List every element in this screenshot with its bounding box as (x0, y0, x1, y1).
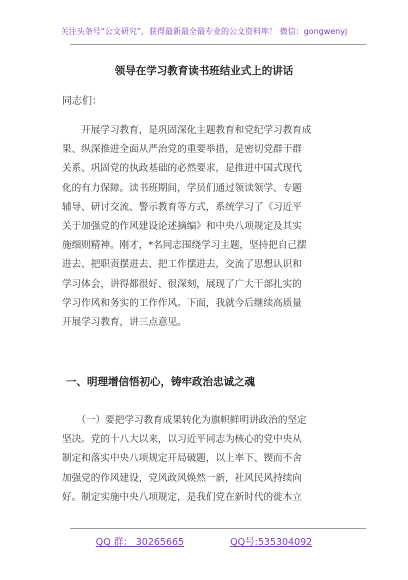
document-title: 领导在学习教育读书班结业式上的讲话 (114, 65, 294, 77)
paragraph-1 (62, 121, 350, 332)
qq-number-text: QQ号:535304092 (230, 537, 313, 548)
header-divider (70, 44, 366, 45)
paragraph-line: 进去、把职责摆进去、把工作摆进去，交流了思想认识和 (62, 259, 302, 271)
paragraph-line: 好。制定实施中央八项规定，是我们党在新时代的徙木立 (62, 491, 302, 503)
paragraph-line: 加强党的作风建设，党风政风焕然一新，社风民风持续向 (62, 472, 302, 484)
header-notice: 关注头条号“公文研究”，获得最新最全最专业的公文资料库！ 微信：gongwenyj (60, 27, 348, 36)
qq-group-text: QQ 群： 30265665 (95, 537, 185, 548)
footer-divider (70, 528, 366, 529)
paragraph-line: 学习作风和务实的工作作风。下面，我就今后继续高质量 (62, 297, 302, 309)
paragraph-line: 学习体会，讲得都很好、很深刻，展现了广大干部扎实的 (62, 278, 302, 290)
section-heading: 一、明理增信悟初心，铸牢政治忠诚之魂 (66, 376, 255, 388)
paragraph-line: 关系、巩固党的执政基础的必然要求，是推进中国式现代 (62, 163, 302, 175)
paragraph-line: 辅导、研讨交流、警示教育等方式，系统学习了《习近平 (62, 201, 302, 213)
paragraph-line: （一）要把学习教育成果转化为旗帜鲜明讲政治的坚定 (62, 415, 307, 426)
paragraph-line: 开展学习教育，是巩固深化主题教育和党纪学习教育成 (62, 125, 312, 136)
paragraph-line: 果、纵深推进全面从严治党的重要举措，是密切党群干群 (62, 144, 302, 156)
paragraph-line: 施细则精神。刚才，*名同志围绕学习主题，坚持把自己摆 (62, 240, 307, 252)
paragraph-line: 化的有力保障。读书班期间，学员们通过领读领学、专题 (62, 182, 302, 194)
paragraph-line: 关于加强党的作风建设论述摘编》和中央八项规定及其实 (62, 221, 302, 233)
salutation: 同志们： (62, 96, 102, 107)
footer (0, 534, 408, 548)
paragraph-line: 坚决。党的十八大以来，以习近平同志为核心的党中央从 (62, 434, 302, 446)
paragraph-line: 开展学习教育，讲三点意见。 (62, 317, 187, 329)
paragraph-line: 制定和落实中央八项规定开局破题，以上率下、锲而不舍 (62, 453, 302, 465)
paragraph-2 (62, 411, 350, 507)
